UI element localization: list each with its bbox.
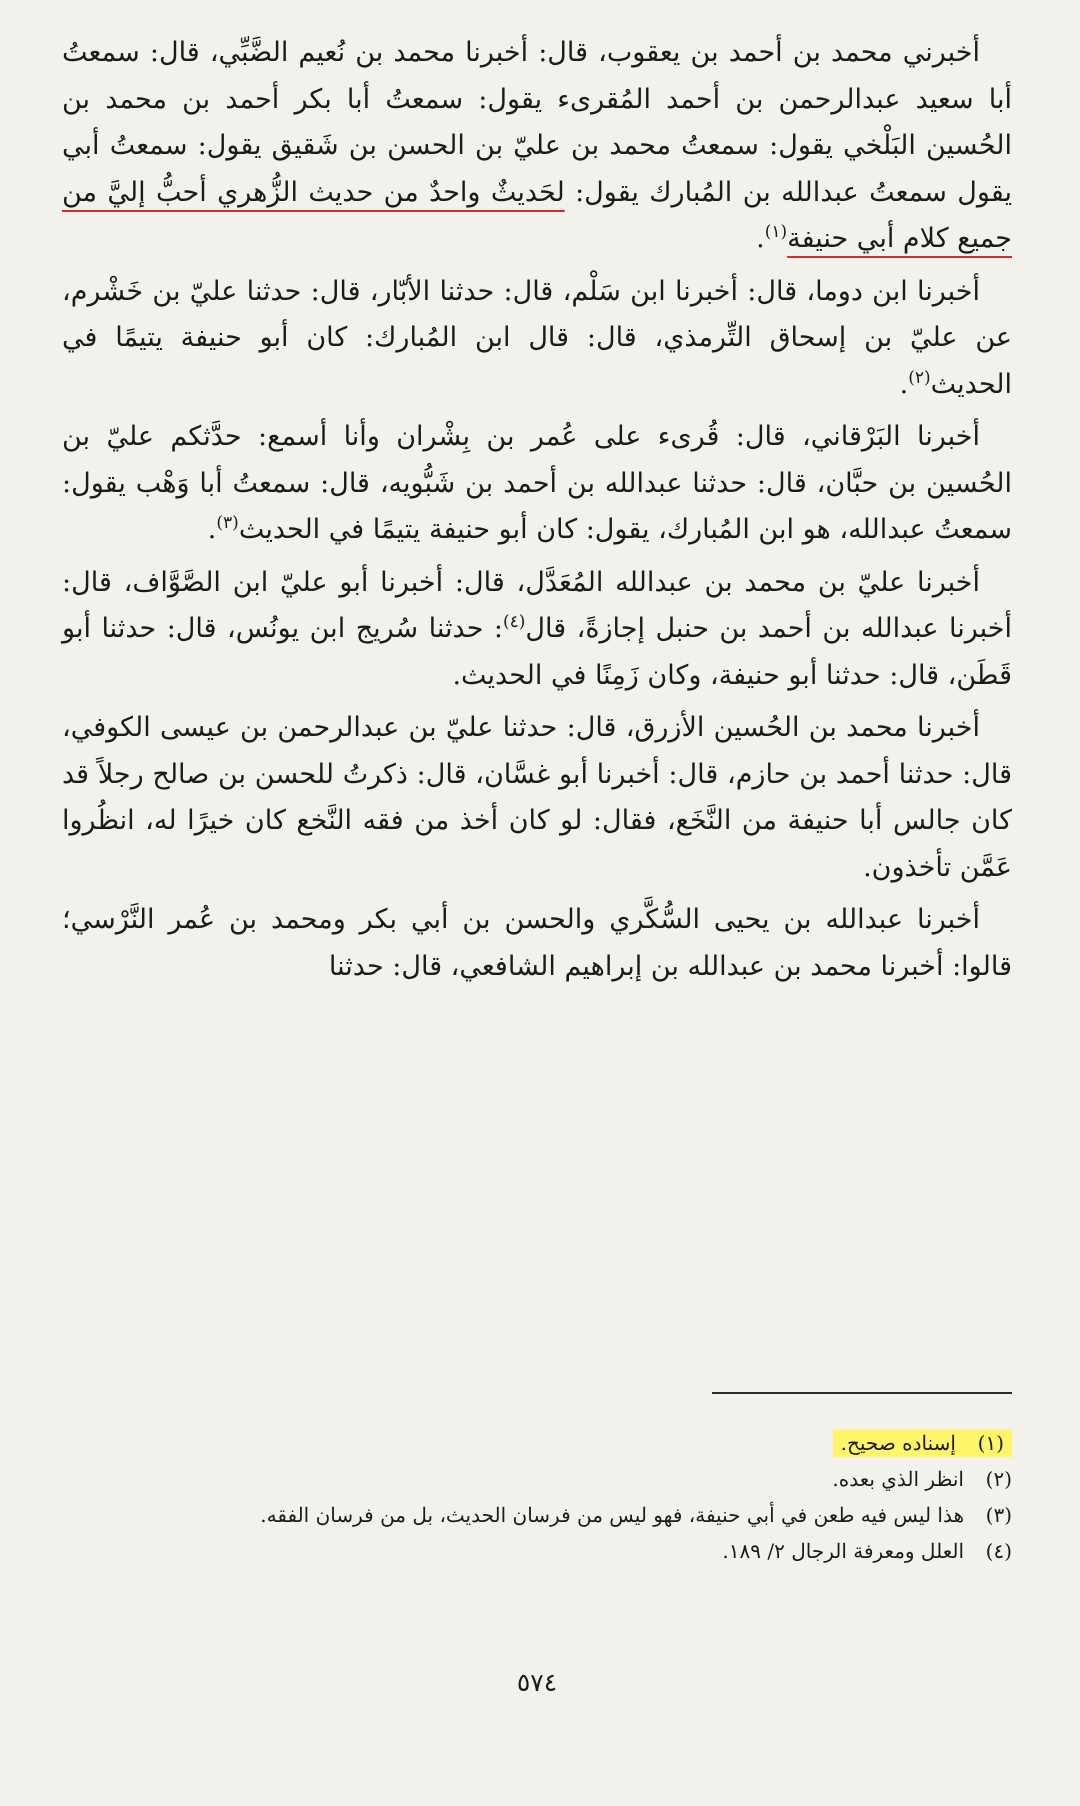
footnote-3 xyxy=(62,1497,1012,1533)
paragraph-2-end: . xyxy=(899,368,909,400)
paragraph-1-text: أخبرني محمد بن أحمد بن يعقوب، قال: أخبرنا محمد بن نُعيم الضَّبِّي، قال: سمعتُ أبا سعيد عبدالرحمن بن أحمد المُقرىء يقول: سمعتُ أبا بكر أحمد بن محمد بن الحُسين البَلْخي يقول: سمعتُ محمد بن عليّ بن الحسن بن شَقيق يقول: سمعتُ أبي يقول سمعتُ عبدالله بن المُبارك يقول: xyxy=(62,37,1012,208)
footnote-ref-3[interactable]: (٣) xyxy=(216,513,239,533)
footnote-text: إسناده صحيح. xyxy=(840,1431,956,1455)
paragraph-5-text: أخبرنا محمد بن الحُسين الأزرق، قال: حدثنا عليّ بن عبدالرحمن بن عيسى الكوفي، قال: حدثنا أحمد بن حازم، قال: أخبرنا أبو غسَّان، قال: ذكرتُ للحسن بن صالح رجلاً قد كان جالس أبا حنيفة من النَّخَع، فقال: لو كان أخذ من فقه النَّخع كان خيرًا له، انظُروا عَمَّن تأخذون. xyxy=(62,712,1012,883)
book-page xyxy=(62,30,1012,1806)
footnote-text: هذا ليس فيه طعن في أبي حنيفة، فهو ليس من فرسان الحديث، بل من فرسان الفقه. xyxy=(260,1503,964,1527)
paragraph-5 xyxy=(62,705,1012,891)
paragraph-4-end: : حدثنا سُريج ابن يونُس، قال: حدثنا أبو قَطَن، قال: حدثنا أبو حنيفة، وكان زَمِنًا في الحديث. xyxy=(62,613,1012,691)
footnotes xyxy=(62,1425,1012,1569)
paragraph-3-text: أخبرنا البَرْقاني، قال: قُرىء على عُمر بن بِشْران وأنا أسمع: حدَّثكم عليّ بن الحُسين بن حبَّان، قال: حدثنا عبدالله بن أحمد بن شَبُّويه، قال: سمعتُ أبا وَهْب يقول: سمعتُ عبدالله، هو ابن المُبارك، يقول: كان أبو حنيفة يتيمًا في الحديث xyxy=(62,421,1012,545)
footnote-ref-1[interactable]: (١) xyxy=(764,222,788,242)
footnote-2 xyxy=(62,1461,1012,1497)
footnote-text: انظر الذي بعده. xyxy=(832,1467,964,1491)
paragraph-2 xyxy=(62,269,1012,409)
page-number: ٥٧٤ xyxy=(516,1668,558,1697)
paragraph-4-text: أخبرنا عليّ بن محمد بن عبدالله المُعَدَّل، قال: أخبرنا أبو عليّ ابن الصَّوَّاف، قال: أخبرنا عبدالله بن أحمد بن حنبل إجازةً، قال xyxy=(62,566,1012,644)
highlighted-footnote xyxy=(833,1429,1012,1457)
paragraph-3-end: . xyxy=(207,514,217,545)
footnote-number: (٤) xyxy=(985,1539,1012,1563)
footnote-number: (٢) xyxy=(985,1467,1012,1491)
footnote-1 xyxy=(62,1425,1012,1461)
paragraph-6-text: أخبرنا عبدالله بن يحيى السُّكَّري والحسن بن أبي بكر ومحمد بن عُمر النَّرْسي؛ قالوا: أخبرنا محمد بن عبدالله بن إبراهيم الشافعي، قال: حدثنا xyxy=(62,904,1012,982)
footnote-ref-4[interactable]: (٤) xyxy=(502,612,526,632)
paragraph-1 xyxy=(62,30,1012,263)
footnote-number: (١) xyxy=(977,1431,1004,1455)
paragraph-4 xyxy=(62,560,1012,700)
footnote-text: العلل ومعرفة الرجال ٢/ ١٨٩. xyxy=(722,1539,964,1563)
paragraph-3 xyxy=(62,414,1012,554)
paragraph-6 xyxy=(62,897,1012,990)
paragraph-1-end: . xyxy=(756,223,765,254)
footnote-ref-2[interactable]: (٢) xyxy=(908,367,931,388)
footnote-separator xyxy=(712,1392,1012,1394)
paragraph-2-text: أخبرنا ابن دوما، قال: أخبرنا ابن سَلْم، قال: حدثنا الأبّار، قال: حدثنا عليّ بن خَشْرم، عن عليّ بن إسحاق التِّرمذي، قال: قال ابن المُبارك: كان أبو حنيفة يتيمًا في الحديث xyxy=(62,275,1012,400)
footnote-4 xyxy=(62,1533,1012,1569)
footnote-number: (٣) xyxy=(985,1503,1012,1527)
underlined-quote: لحَديثٌ واحدٌ من حديث الزُّهري أحبُّ إليَّ من جميع كلام أبي حنيفة xyxy=(62,176,1012,254)
